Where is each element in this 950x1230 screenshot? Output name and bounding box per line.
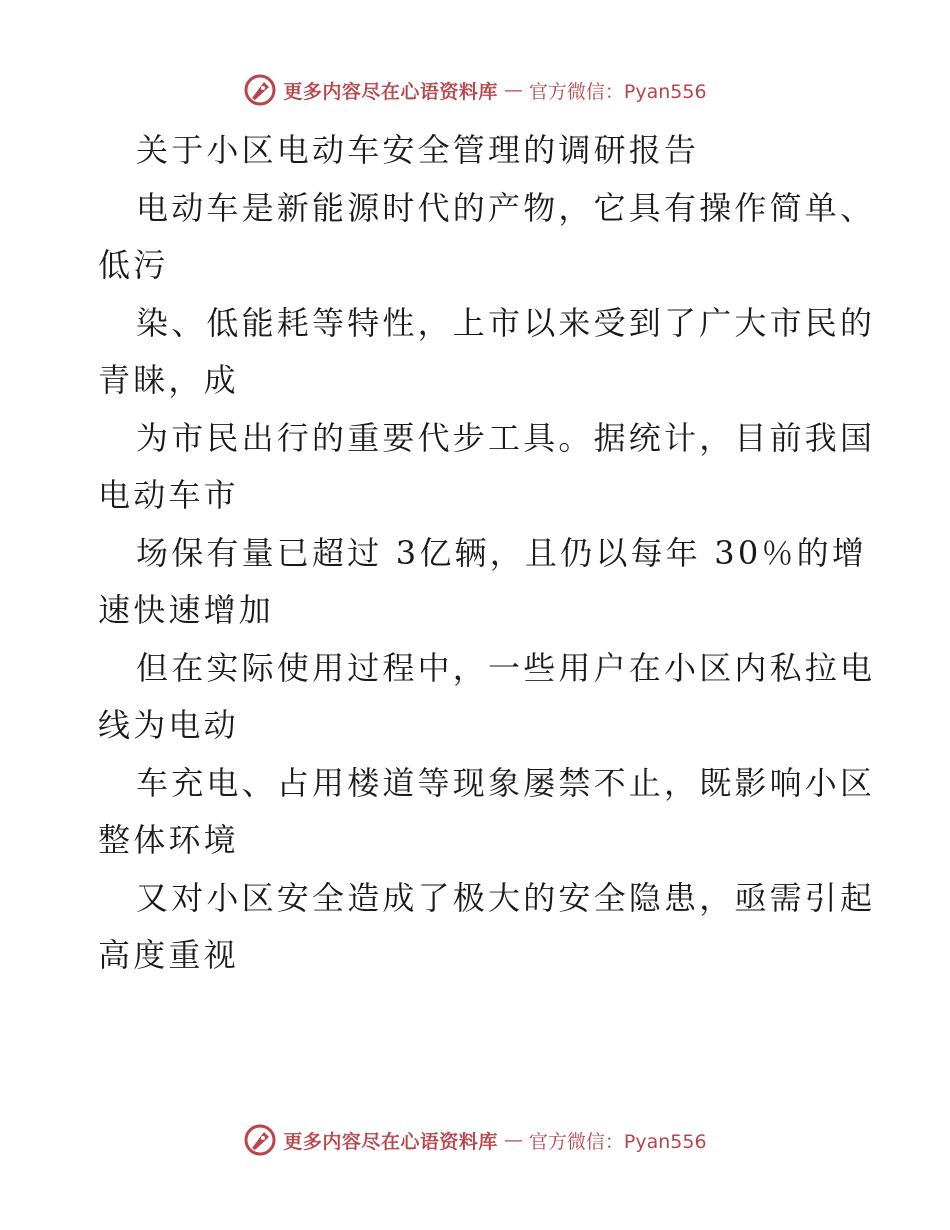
watermark-separator: — xyxy=(503,79,523,101)
paragraph-line: 但在实际使用过程中，一些用户在小区内私拉电 xyxy=(136,648,876,687)
paragraph-line: 场保有量已超过 3亿辆，且仍以每年 30％的增 xyxy=(136,533,868,572)
paragraph-line: 电动车市 xyxy=(98,476,239,514)
watermark-text: 更多内容尽在心语资料库 xyxy=(283,1130,498,1153)
document-body xyxy=(98,122,876,985)
header-watermark xyxy=(0,70,950,110)
paragraph-line: 速快速增加 xyxy=(98,591,275,629)
paragraph-line: 青睐，成 xyxy=(98,361,239,399)
watermark-wechat: 官方微信：Pyan556 xyxy=(528,1130,707,1153)
pen-nib-logo-icon xyxy=(243,73,277,107)
paragraph-line: 整体环境 xyxy=(98,821,239,859)
paragraph-line: 电动车是新能源时代的产物，它具有操作简单、 xyxy=(136,188,876,227)
document-title: 关于小区电动车安全管理的调研报告 xyxy=(136,131,700,169)
paragraph-line: 又对小区安全造成了极大的安全隐患，亟需引起 xyxy=(136,878,876,917)
paragraph-line: 车充电、占用楼道等现象屡禁不止，既影响小区 xyxy=(136,763,876,802)
paragraph-line: 高度重视 xyxy=(98,936,239,974)
watermark-text: 更多内容尽在心语资料库 xyxy=(283,80,498,103)
paragraph-line: 为市民出行的重要代步工具。据统计，目前我国 xyxy=(136,418,876,457)
paragraph-line: 染、低能耗等特性，上市以来受到了广大市民的 xyxy=(136,303,876,342)
footer-watermark xyxy=(0,1120,950,1160)
pen-nib-logo-icon xyxy=(243,1123,277,1157)
paragraph-line: 线为电动 xyxy=(98,706,239,744)
watermark-wechat: 官方微信：Pyan556 xyxy=(528,80,707,103)
paragraph-line: 低污 xyxy=(98,246,169,284)
watermark-separator: — xyxy=(503,1129,523,1151)
